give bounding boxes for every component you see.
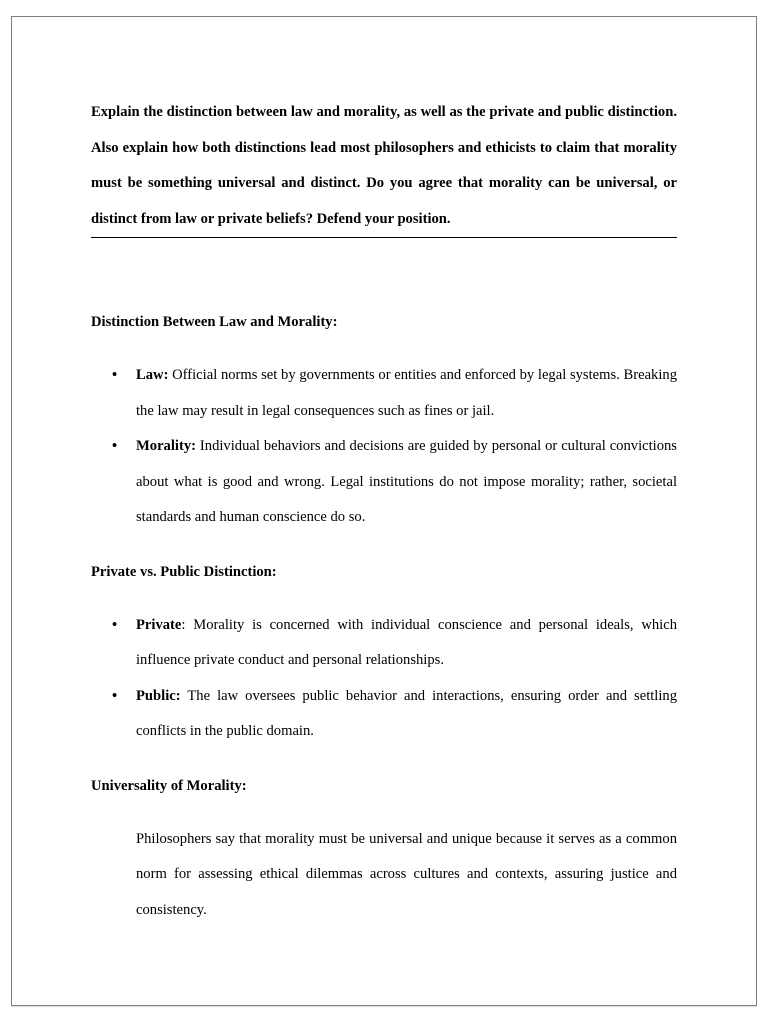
bullet-icon: •	[112, 438, 118, 454]
term-public: Public:	[136, 687, 181, 704]
document-body	[91, 95, 677, 928]
list-item-law	[91, 358, 677, 429]
document-page	[11, 16, 757, 1006]
term-morality: Morality:	[136, 438, 196, 454]
section-heading-law-morality: Distinction Between Law and Morality:	[91, 314, 338, 330]
definition-private: : Morality is concerned with individual conscience and personal ideals, which influence private conduct and personal relationships.	[136, 616, 677, 668]
section-heading-private-public: Private vs. Public Distinction:	[91, 563, 277, 580]
definition-public: The law oversees public behavior and interactions, ensuring order and settling conflicts in the public domain.	[136, 687, 677, 739]
question-prompt: Explain the distinction between law and morality, as well as the private and public distinction. Also explain how both distinctions lead most philosophers and ethicists to claim that morality must be something universal and distinct. Do you agree that morality can be universal, or distinct from law or private beliefs? Defend your position.	[91, 95, 677, 238]
bullet-icon: •	[112, 687, 118, 704]
term-law: Law:	[136, 367, 169, 383]
bullet-icon: •	[112, 616, 118, 633]
term-private: Private	[136, 616, 182, 633]
list-item-private	[91, 608, 677, 679]
universality-paragraph: Philosophers say that morality must be universal and unique because it serves as a common norm for assessing ethical dilemmas across cultures and contexts, assuring justice and consistency.	[136, 830, 677, 918]
section-heading-universality: Universality of Morality:	[91, 777, 247, 794]
private-public-list	[91, 608, 677, 750]
law-morality-list	[91, 358, 677, 536]
list-item-public	[91, 679, 677, 750]
definition-law: Official norms set by governments or entities and enforced by legal systems. Breaking the law may result in legal consequences such as fines or jail.	[136, 367, 677, 419]
list-item-morality	[91, 429, 677, 536]
definition-morality: Individual behaviors and decisions are guided by personal or cultural convictions about what is good and wrong. Legal institutions do not impose morality; rather, societal standards and human conscience do so.	[136, 438, 677, 525]
bullet-icon: •	[112, 367, 118, 383]
